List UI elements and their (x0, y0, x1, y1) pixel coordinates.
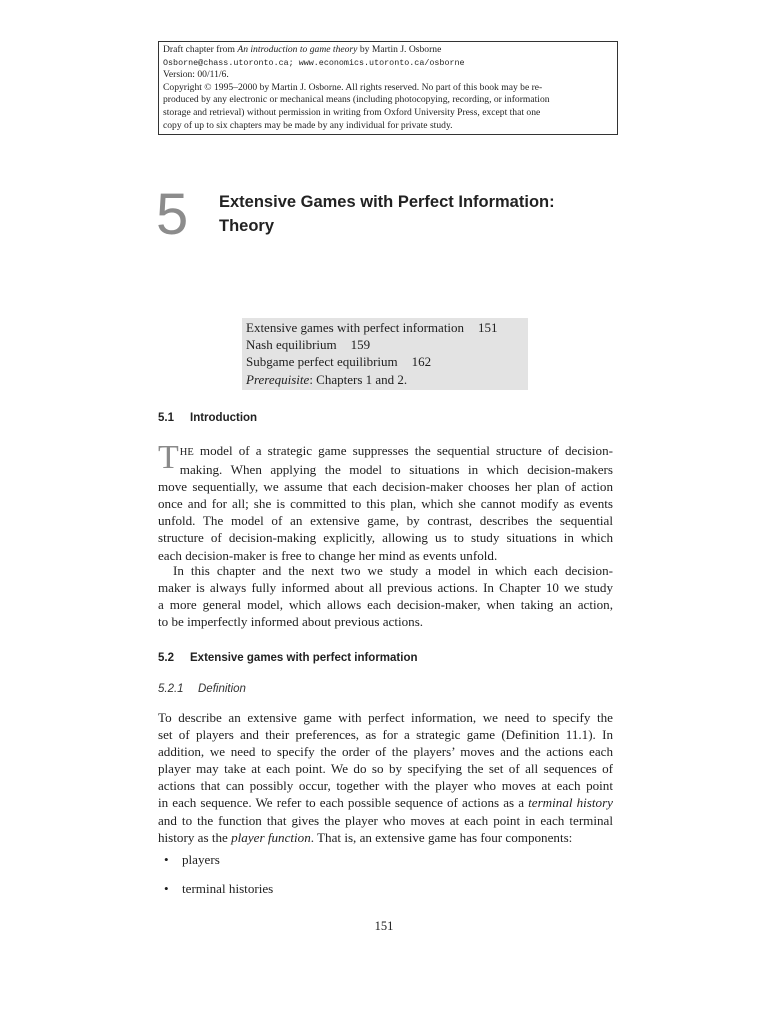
bullet-icon: • (164, 881, 169, 896)
notice-source-line: Draft chapter from An introduction to game theory by Martin J. Osborne (163, 44, 442, 55)
introduction-paragraph-2: In this chapter and the next two we study a model in which each decision- maker is always fully informed about all previous actions. In Chapter 10 we study a more general model, which allows each decision-maker, when taking an action, to be imperfectly informed about previous actions. (158, 563, 613, 630)
toc-item: Extensive games with perfect information 151 (246, 320, 498, 335)
component-list (164, 852, 273, 910)
toc-item: Subgame perfect equilibrium 162 (246, 354, 432, 370)
notice-copyright-line: Copyright © 1995–2000 by Martin J. Osborne. All rights reserved. No part of this book may be re- (163, 81, 543, 93)
notice-copyright-line: storage and retrieval) without permission in writing from Oxford University Press, except that one (163, 106, 541, 118)
toc-prerequisite: Prerequisite: Chapters 1 and 2. (246, 371, 408, 387)
chapter-title (219, 190, 639, 238)
toc-item: Nash equilibrium 159 (246, 337, 371, 353)
copyright-notice-box (158, 41, 618, 135)
chapter-title-line: Extensive Games with Perfect Information: (219, 193, 555, 211)
definition-paragraph: To describe an extensive game with perfect information, we need to specify the set of players and their preferences, as for a strategic game (Definition 11.1). In addition, we need to specify the order of the players’ moves and the actions each player may take at each point. We do so by specifying the set of all sequences of actions that can possibly occur, together with the player who moves at each point in each sequence. We refer to each possible sequence of actions as a terminal history and to the function that gives the player who moves at each point in each terminal history as the player function. That is, an extensive game has four components: (158, 710, 613, 845)
chapter-title-line: Theory (219, 217, 275, 235)
introduction-paragraph-1: T HE model of a strategic game suppresses the sequential structure of decision- making. When applying the model to situations in which decision-makers move sequentially, we assume that each decision-maker chooses her plan of action once and for all; she is committed to this plan, which she cannot modify as events unfold. The model of an extensive game, by contrast, describes the sequential structure of decision-making explicitly, allowing us to study situations in which each decision-maker is free to change her mind as events unfold. (158, 439, 613, 563)
page-number: 151 (374, 919, 394, 933)
notice-version: Version: 00/11/6. (163, 69, 229, 81)
drop-cap: T (158, 439, 179, 476)
section-heading-introduction: 5.1 Introduction (158, 412, 258, 424)
list-item: • terminal histories (164, 881, 274, 896)
chapter-number: 5 (156, 182, 189, 247)
notice-contact: Osborne@chass.utoronto.ca; www.economics.utoronto.ca/osborne (163, 57, 465, 68)
bullet-icon: • (164, 852, 169, 867)
list-item: • players (164, 852, 220, 867)
notice-copyright-line: produced by any electronic or mechanical means (including photocopying, recording, or information (163, 94, 550, 106)
subsection-heading-definition: 5.2.1 Definition (158, 683, 246, 695)
section-heading-extensive-games: 5.2 Extensive games with perfect information (158, 652, 418, 664)
notice-copyright-line: copy of up to six chapters may be made by any individual for private study. (163, 119, 453, 131)
chapter-contents-box (242, 318, 528, 390)
